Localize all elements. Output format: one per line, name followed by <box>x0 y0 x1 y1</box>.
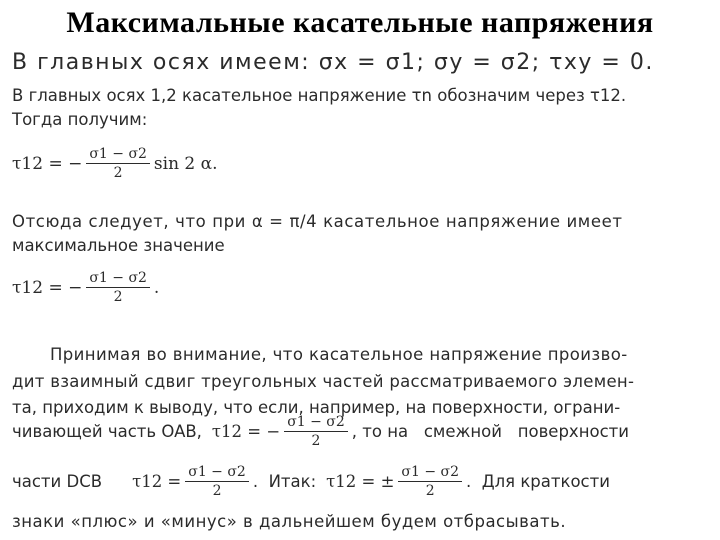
fraction-denominator: 2 <box>113 289 123 305</box>
formula-lhs-plusminus: τ12 = ± <box>326 472 395 491</box>
formula-lhs: τ12 = − <box>12 153 83 174</box>
formula-fraction <box>398 464 462 499</box>
fraction-numerator: σ1 − σ2 <box>185 464 249 482</box>
fraction-numerator: σ1 − σ2 <box>86 270 150 288</box>
part-dcb-text: части DCB <box>12 472 103 491</box>
consequence-line: Отсюда следует, что при α = π/4 касательное напряжение имеет <box>12 212 623 231</box>
fraction-numerator: σ1 − σ2 <box>86 146 150 164</box>
formula-fraction <box>185 464 249 499</box>
paragraph-line-2: дит взаимный сдвиг треугольных частей рассматриваемого элемен- <box>12 372 635 391</box>
formula-lhs: τ12 = − <box>12 277 83 298</box>
paragraph-line-1: Принимая во внимание, что касательное напряжение произво- <box>50 345 628 364</box>
formula-lhs: τ12 = <box>132 472 182 491</box>
paragraph-line-5 <box>12 464 610 499</box>
formula-fraction <box>86 146 150 181</box>
brevity-text: . Для краткости <box>465 472 610 491</box>
fraction-denominator: 2 <box>311 433 321 449</box>
principal-axes-line: В главных осях имеем: σx = σ1; σy = σ2; τxy = 0. <box>12 50 654 75</box>
adjacent-surface-text: , то на смежной поверхности <box>351 422 629 441</box>
formula-fraction <box>284 414 348 449</box>
slide-title: Максимальные касательные напряжения <box>66 6 654 39</box>
max-value-line: максимальное значение <box>12 236 225 255</box>
then-line: Тогда получим: <box>12 110 148 129</box>
formula-rhs: sin 2 α. <box>153 153 218 174</box>
fraction-numerator: σ1 − σ2 <box>284 414 348 432</box>
fraction-numerator: σ1 − σ2 <box>398 464 462 482</box>
fraction-denominator: 2 <box>212 483 222 499</box>
shear-notation-line: В главных осях 1,2 касательное напряжение τn обозначим через τ12. <box>12 86 627 105</box>
surface-oab-text: чивающей часть OAB, <box>12 422 202 441</box>
shear-formula-general <box>12 146 218 181</box>
so-text: . Итак: <box>252 472 317 491</box>
paragraph-line-4 <box>12 414 629 449</box>
paragraph-line-6: знаки «плюс» и «минус» в дальнейшем будем отбрасывать. <box>12 512 567 531</box>
formula-lhs: τ12 = − <box>211 422 281 441</box>
formula-rhs: . <box>153 277 160 298</box>
paragraph-line-3: та, приходим к выводу, что если, например, на поверхности, ограни- <box>12 398 621 417</box>
fraction-denominator: 2 <box>425 483 435 499</box>
formula-fraction <box>86 270 150 305</box>
fraction-denominator: 2 <box>113 165 123 181</box>
shear-formula-max <box>12 270 159 305</box>
